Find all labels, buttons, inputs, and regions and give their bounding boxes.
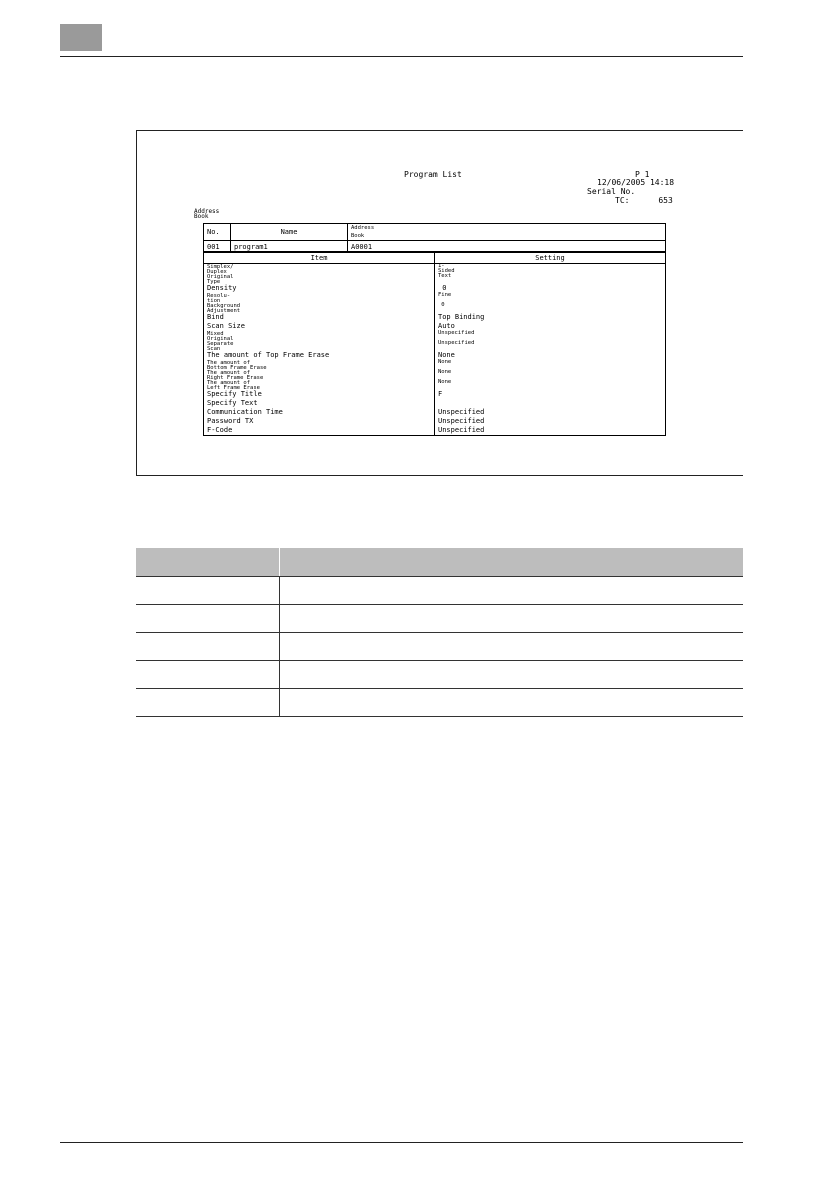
desc-cell-description — [280, 605, 744, 633]
program-list-report — [136, 130, 743, 476]
settings-row — [204, 341, 666, 351]
settings-row — [204, 274, 666, 284]
settings-value: Top Binding — [435, 313, 666, 322]
settings-row — [204, 408, 666, 417]
settings-value: Unspecified — [435, 426, 666, 436]
desc-cell-item — [136, 605, 280, 633]
settings-value: None — [435, 351, 666, 360]
settings-item: Original Type — [204, 274, 435, 284]
desc-row — [136, 605, 743, 633]
settings-row — [204, 390, 666, 399]
settings-row — [204, 360, 666, 370]
footer-rule — [60, 1142, 743, 1143]
settings-value: Unspecified — [435, 341, 666, 351]
desc-cell-item — [136, 633, 280, 661]
settings-value: Unspecified — [435, 417, 666, 426]
settings-value: Auto — [435, 322, 666, 331]
desc-row — [136, 689, 743, 717]
report-page: P 1 — [635, 170, 650, 179]
settings-row — [204, 313, 666, 322]
report-date: 12/06/2005 14:18 — [597, 178, 675, 187]
settings-item: Communication Time — [204, 408, 435, 417]
desc-body — [136, 577, 743, 717]
settings-row — [204, 351, 666, 360]
settings-item: Separate Scan — [204, 341, 435, 351]
settings-row — [204, 426, 666, 436]
settings-item: Resolu- tion — [204, 293, 435, 303]
col-item: Item — [204, 252, 435, 264]
settings-row — [204, 322, 666, 331]
settings-item: Specify Title — [204, 390, 435, 399]
settings-item: Specify Text — [204, 399, 435, 408]
report-tc — [615, 196, 673, 205]
settings-value: Fine — [435, 293, 666, 303]
settings-item: Password TX — [204, 417, 435, 426]
tc-label: TC: — [615, 196, 630, 205]
col-setting: Setting — [435, 252, 666, 264]
settings-table — [203, 251, 666, 436]
settings-item: Density — [204, 284, 435, 293]
settings-body — [204, 264, 666, 436]
cell-name: program1 — [231, 241, 348, 253]
desc-row — [136, 633, 743, 661]
desc-row — [136, 577, 743, 605]
settings-row — [204, 303, 666, 313]
desc-cell-description — [280, 689, 744, 717]
settings-row — [204, 293, 666, 303]
desc-header-description — [280, 548, 744, 577]
settings-row — [204, 417, 666, 426]
settings-row — [204, 370, 666, 380]
settings-value: 1- Sided — [435, 264, 666, 275]
settings-item: The amount of Top Frame Erase — [204, 351, 435, 360]
desc-row — [136, 661, 743, 689]
settings-row — [204, 380, 666, 390]
desc-cell-item — [136, 689, 280, 717]
settings-item: Bind — [204, 313, 435, 322]
settings-item: Background Adjustment — [204, 303, 435, 313]
settings-value: Text — [435, 274, 666, 284]
desc-cell-description — [280, 633, 744, 661]
header-rule — [60, 56, 743, 57]
settings-value: None — [435, 370, 666, 380]
report-title: Program List — [404, 170, 462, 179]
chapter-tab — [60, 24, 102, 51]
col-address-book: Address Book — [348, 224, 666, 241]
settings-row — [204, 399, 666, 408]
settings-value: 0 — [435, 303, 666, 313]
cell-no: 001 — [204, 241, 231, 253]
settings-value — [435, 399, 666, 408]
settings-value: Unspecified — [435, 408, 666, 417]
desc-cell-description — [280, 577, 744, 605]
col-no: No. — [204, 224, 231, 241]
settings-item: Scan Size — [204, 322, 435, 331]
settings-row — [204, 331, 666, 341]
desc-cell-item — [136, 577, 280, 605]
col-name: Name — [231, 224, 348, 241]
settings-value: None — [435, 360, 666, 370]
program-table — [203, 223, 666, 253]
settings-value: Unspecified — [435, 331, 666, 341]
desc-cell-description — [280, 661, 744, 689]
description-table — [136, 548, 743, 717]
desc-cell-item — [136, 661, 280, 689]
tc-value: 653 — [658, 196, 673, 205]
settings-row — [204, 264, 666, 275]
settings-row — [204, 284, 666, 293]
settings-item: The amount of Right Frame Erase — [204, 370, 435, 380]
desc-header-item — [136, 548, 280, 577]
settings-item: The amount of Left Frame Erase — [204, 380, 435, 390]
settings-value: 0 — [435, 284, 666, 293]
settings-value: None — [435, 380, 666, 390]
settings-item: Mixed Original — [204, 331, 435, 341]
cell-address-book: A0001 — [348, 241, 666, 253]
settings-item: F-Code — [204, 426, 435, 436]
settings-value: F — [435, 390, 666, 399]
settings-item: Simplex/ Duplex — [204, 264, 435, 275]
settings-item: The amount of Bottom Frame Erase — [204, 360, 435, 370]
address-book-section-label: Address Book — [194, 208, 220, 220]
report-serial-label: Serial No. — [587, 187, 636, 196]
